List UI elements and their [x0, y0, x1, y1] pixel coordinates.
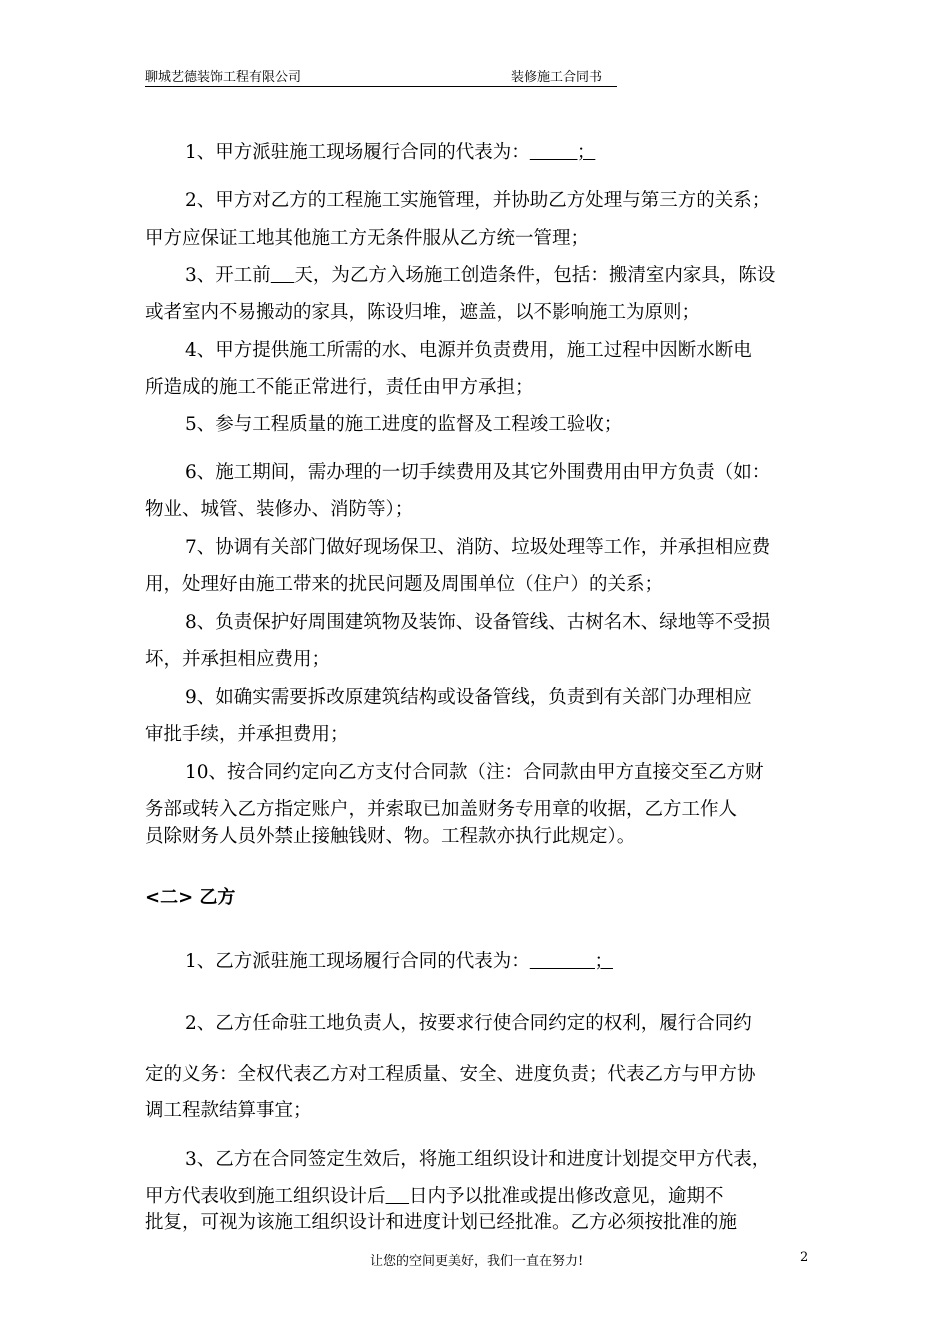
company-name: 聊城艺德装饰工程有限公司 [145, 70, 302, 85]
party-b-clause-2: 2、乙方任命驻工地负责人，按要求行使合同约定的权利，履行合同约 [185, 1013, 752, 1034]
party-a-clause-8-cont: 坏，并承担相应费用； [145, 649, 331, 670]
party-a-clause-6: 6、施工期间，需办理的一切手续费用及其它外围费用由甲方负责（如： [185, 462, 771, 483]
party-a-clause-9-cont: 审批手续，并承担费用； [145, 724, 349, 745]
page-header [145, 66, 617, 87]
party-a-clause-6-cont: 物业、城管、装修办、消防等）； [145, 499, 414, 520]
party-a-clause-7-cont: 用，处理好由施工带来的扰民问题及周围单位（住户）的关系； [145, 574, 664, 595]
days-blank [271, 263, 295, 289]
representative-blank: ； [529, 951, 613, 972]
party-a-clause-9: 9、如确实需要拆改原建筑结构或设备管线，负责到有关部门办理相应 [185, 687, 752, 708]
footer-slogan: 让您的空间更美好，我们一直在努力! [370, 1254, 584, 1269]
party-a-clause-4: 4、甲方提供施工所需的水、电源并负责费用，施工过程中因断水断电 [185, 340, 752, 361]
page-number: 2 [800, 1250, 809, 1265]
section-heading-party-b: <二> 乙方 [145, 887, 236, 908]
party-a-clause-4-cont: 所造成的施工不能正常进行，责任由甲方承担； [145, 377, 534, 398]
party-a-clause-10: 10、按合同约定向乙方支付合同款（注：合同款由甲方直接交至乙方财 [185, 762, 764, 783]
party-b-clause-2-cont-2: 调工程款结算事宜； [145, 1100, 312, 1121]
party-b-clause-3-cont-1: 甲方代表收到施工组织设计后 日内予以批准或提出修改意见，逾期不 [145, 1184, 724, 1210]
party-a-clause-7: 7、协调有关部门做好现场保卫、消防、垃圾处理等工作，并承担相应费 [185, 537, 771, 558]
party-a-clause-3: 3、开工前 天，为乙方入场施工创造条件，包括：搬清室内家具，陈设 [185, 263, 775, 289]
party-a-clause-1: 1、甲方派驻施工现场履行合同的代表为： ； [185, 140, 595, 166]
party-a-clause-10-cont-1: 务部或转入乙方指定账户，并索取已加盖财务专用章的收据，乙方工作人 [145, 799, 738, 820]
representative-blank: ； [529, 142, 596, 163]
party-a-clause-10-cont-2: 员除财务人员外禁止接触钱财、物。工程款亦执行此规定）。 [145, 826, 636, 847]
party-a-clause-2: 2、甲方对乙方的工程施工实施管理，并协助乙方处理与第三方的关系； [185, 190, 771, 211]
document-title: 装修施工合同书 [511, 70, 603, 85]
party-b-clause-2-cont-1: 定的义务：全权代表乙方对工程质量、安全、进度负责；代表乙方与甲方协 [145, 1064, 756, 1085]
party-b-clause-3-cont-2: 批复，可视为该施工组织设计和进度计划已经批准。乙方必须按批准的施 [145, 1212, 738, 1233]
party-a-clause-5: 5、参与工程质量的施工进度的监督及工程竣工验收； [185, 414, 623, 435]
party-b-clause-3: 3、乙方在合同签定生效后，将施工组织设计和进度计划提交甲方代表， [185, 1149, 771, 1170]
days-blank [386, 1184, 410, 1210]
party-b-clause-1: 1、乙方派驻施工现场履行合同的代表为： ； [185, 949, 613, 975]
party-a-clause-3-cont: 或者室内不易搬动的家具，陈设归堆，遮盖，以不影响施工为原则； [145, 302, 701, 323]
party-a-clause-8: 8、负责保护好周围建筑物及装饰、设备管线、古树名木、绿地等不受损 [185, 612, 771, 633]
party-a-clause-2-cont: 甲方应保证工地其他施工方无条件服从乙方统一管理； [145, 228, 590, 249]
